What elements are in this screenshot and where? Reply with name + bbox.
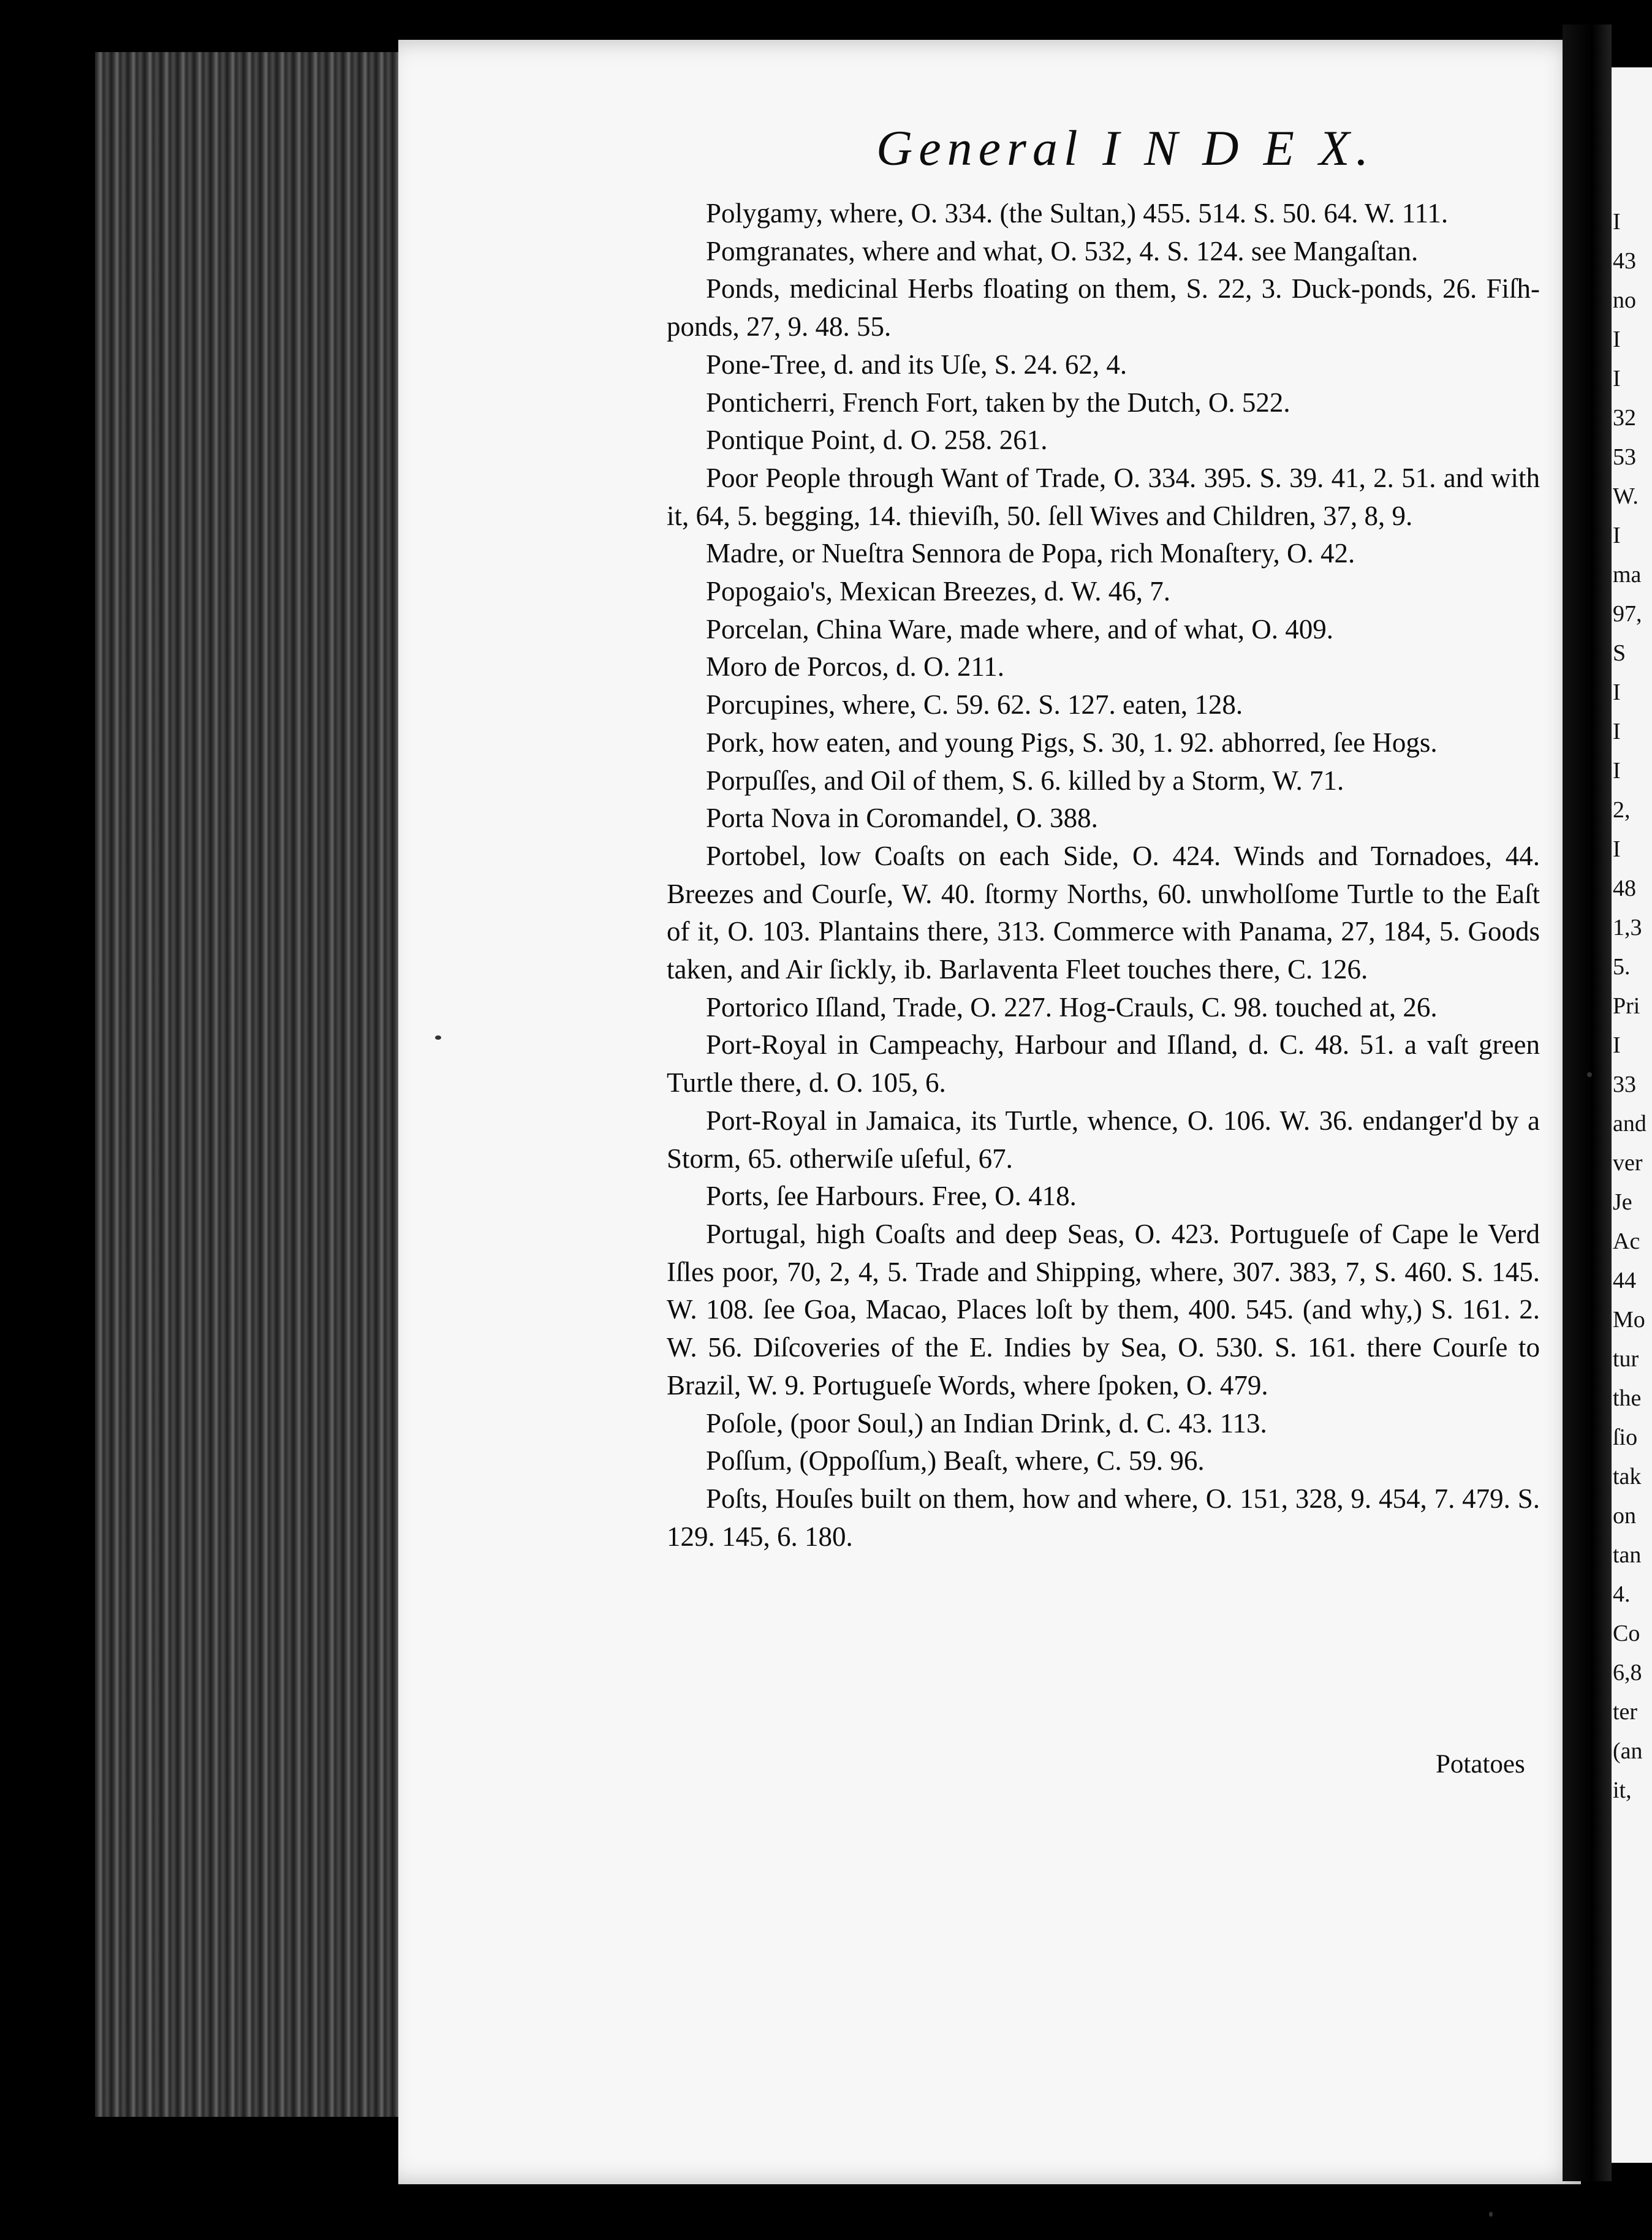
index-entry: Portugal, high Coaſts and deep Seas, O. 423. Portugueſe of Cape le Verd Iſles poor, 70, 2, 4, 5. Trade and Shipping, where, 307. 383, 7, S. 460. S. 145. W. 108. ſee Goa, Macao, Places loſt by them, 400. 545. (and why,) S. 161. 2. W. 56. Diſcoveries of the E. Indies by Sea, O. 530. S. 161. there Courſe to Brazil, W. 9. Portugueſe Words, where ſpoken, O. 479.	[667, 1218, 1540, 1401]
index-entry: Pone-Tree, d. and its Uſe, S. 24. 62, 4.	[706, 349, 1127, 380]
facing-page-fragment: ma	[1613, 562, 1642, 588]
index-entry: Portobel, low Coaſts on each Side, O. 424. Winds and Tornadoes, 44. Breezes and Courſe, W. 40. ſtormy Norths, 60. unwholſome Turtle to the Eaſt of it, O. 103. Plantains there, 313. Commerce with Panama, 27, 184, 5. Goods taken, and Air ſickly, ib. Barlaventa Fleet touches there, C. 126.	[667, 840, 1540, 985]
facing-page-fragment: 48	[1613, 876, 1636, 901]
index-entry: Ponds, medicinal Herbs floating on them, S. 22, 3. Duck-ponds, 26. Fiſh-ponds, 27, 9. 48. 55.	[667, 273, 1540, 342]
facing-page-fragment: S	[1613, 640, 1626, 666]
paper-speck	[435, 1035, 441, 1040]
index-entry: Porta Nova in Coromandel, O. 388.	[706, 803, 1098, 834]
facing-page-fragment: Co	[1613, 1621, 1640, 1646]
facing-page-fragment: ver	[1613, 1150, 1643, 1176]
facing-page-fragment: ſio	[1613, 1425, 1638, 1450]
catchword: Potatoes	[1436, 1750, 1525, 1779]
facing-page-fragment: I	[1613, 523, 1621, 548]
facing-page-fragment: tak	[1613, 1464, 1642, 1489]
index-entry: Ports, ſee Harbours. Free, O. 418.	[706, 1181, 1077, 1212]
book-gutter	[1563, 25, 1612, 2181]
facing-page-fragment: I	[1613, 209, 1621, 235]
facing-page-fragment: I	[1613, 836, 1621, 862]
facing-page-fragment: 53	[1613, 444, 1636, 470]
facing-page-fragment: 4.	[1613, 1581, 1631, 1607]
index-entry: Poſts, Houſes built on them, how and where, O. 151, 328, 9. 454, 7. 479. S. 129. 145, 6. 180.	[667, 1483, 1540, 1552]
paper-speck	[1587, 1072, 1592, 1077]
facing-page-fragment: W.	[1613, 483, 1639, 509]
facing-page-fragment: 2,	[1613, 797, 1631, 823]
facing-page-fragment: ter	[1613, 1699, 1638, 1725]
index-entry: Poor People through Want of Trade, O. 334. 395. S. 39. 41, 2. 51. and with it, 64, 5. begging, 14. thieviſh, 50. ſell Wives and Children, 37, 8, 9.	[667, 462, 1540, 531]
facing-page-fragment: on	[1613, 1503, 1636, 1529]
facing-page-fragment: I	[1613, 679, 1621, 705]
facing-page-fragment: tur	[1613, 1346, 1639, 1372]
facing-page-fragment: 32	[1613, 405, 1636, 431]
facing-page-fragment: 5.	[1613, 954, 1631, 980]
facing-page-fragment: Mo	[1613, 1307, 1645, 1333]
facing-page-fragment: Pri	[1613, 993, 1640, 1019]
index-entry: Poſſum, (Oppoſſum,) Beaſt, where, C. 59. 96.	[706, 1445, 1205, 1477]
facing-page-fragment: 6,8	[1613, 1660, 1642, 1686]
book-page-edges	[95, 52, 401, 2117]
index-entry: Porcelan, China Ware, made where, and of what, O. 409.	[706, 613, 1333, 645]
facing-page-fragment: (an	[1613, 1738, 1643, 1764]
index-entry: Porpuſſes, and Oil of them, S. 6. killed by a Storm, W. 71.	[706, 765, 1344, 796]
index-entry: Madre, or Nueſtra Sennora de Popa, rich Monaſtery, O. 42.	[706, 538, 1355, 569]
facing-page-fragment: the	[1613, 1385, 1642, 1411]
facing-page-fragment: I	[1613, 758, 1621, 784]
paper-speck	[1489, 2212, 1493, 2217]
facing-page-fragment: it,	[1613, 1777, 1632, 1803]
index-entry: Pork, how eaten, and young Pigs, S. 30, 1. 92. abhorred, ſee Hogs.	[706, 727, 1438, 758]
facing-page-fragment: Ac	[1613, 1228, 1640, 1254]
facing-page-fragment: I	[1613, 719, 1621, 744]
page-title: General I N D E X.	[876, 120, 1375, 176]
facing-page-text	[1613, 202, 1652, 1803]
index-entry: Moro de Porcos, d. O. 211.	[706, 651, 1005, 683]
facing-page-fragment: Je	[1613, 1189, 1632, 1215]
facing-page-fragment: tan	[1613, 1542, 1642, 1568]
facing-page-fragment: I	[1613, 1032, 1621, 1058]
index-entry: Popogaio's, Mexican Breezes, d. W. 46, 7.	[706, 576, 1170, 607]
index-entry: Polygamy, where, O. 334. (the Sultan,) 455. 514. S. 50. 64. W. 111.	[706, 198, 1449, 229]
index-entry: Porcupines, where, C. 59. 62. S. 127. eaten, 128.	[706, 689, 1243, 721]
index-entry: Pontique Point, d. O. 258. 261.	[706, 425, 1048, 456]
index-entry: Portorico Iſland, Trade, O. 227. Hog-Crauls, C. 98. touched at, 26.	[706, 991, 1438, 1023]
facing-page-fragment: I	[1613, 327, 1621, 352]
index-entry: Port-Royal in Jamaica, its Turtle, whence, O. 106. W. 36. endanger'd by a Storm, 65. otherwiſe uſeful, 67.	[667, 1105, 1540, 1174]
index-entry: Port-Royal in Campeachy, Harbour and Iſland, d. C. 48. 51. a vaſt green Turtle there, d. O. 105, 6.	[667, 1029, 1540, 1099]
facing-page-fragment: 43	[1613, 248, 1636, 274]
index-entry: Pomgranates, where and what, O. 532, 4. S. 124. see Mangaſtan.	[706, 235, 1419, 267]
facing-page-fragment: 1,3	[1613, 915, 1642, 940]
facing-page-fragment: I	[1613, 366, 1621, 392]
facing-page-fragment: and	[1613, 1111, 1646, 1137]
facing-page-fragment: no	[1613, 287, 1636, 313]
index-entry: Poſole, (poor Soul,) an Indian Drink, d. C. 43. 113.	[706, 1407, 1267, 1439]
facing-page-fragment: 44	[1613, 1268, 1636, 1293]
facing-page-fragment: 33	[1613, 1072, 1636, 1097]
facing-page-fragment: 97,	[1613, 601, 1642, 627]
index-entry: Ponticherri, French Fort, taken by the Dutch, O. 522.	[706, 387, 1290, 418]
index-entries	[667, 195, 1540, 1556]
